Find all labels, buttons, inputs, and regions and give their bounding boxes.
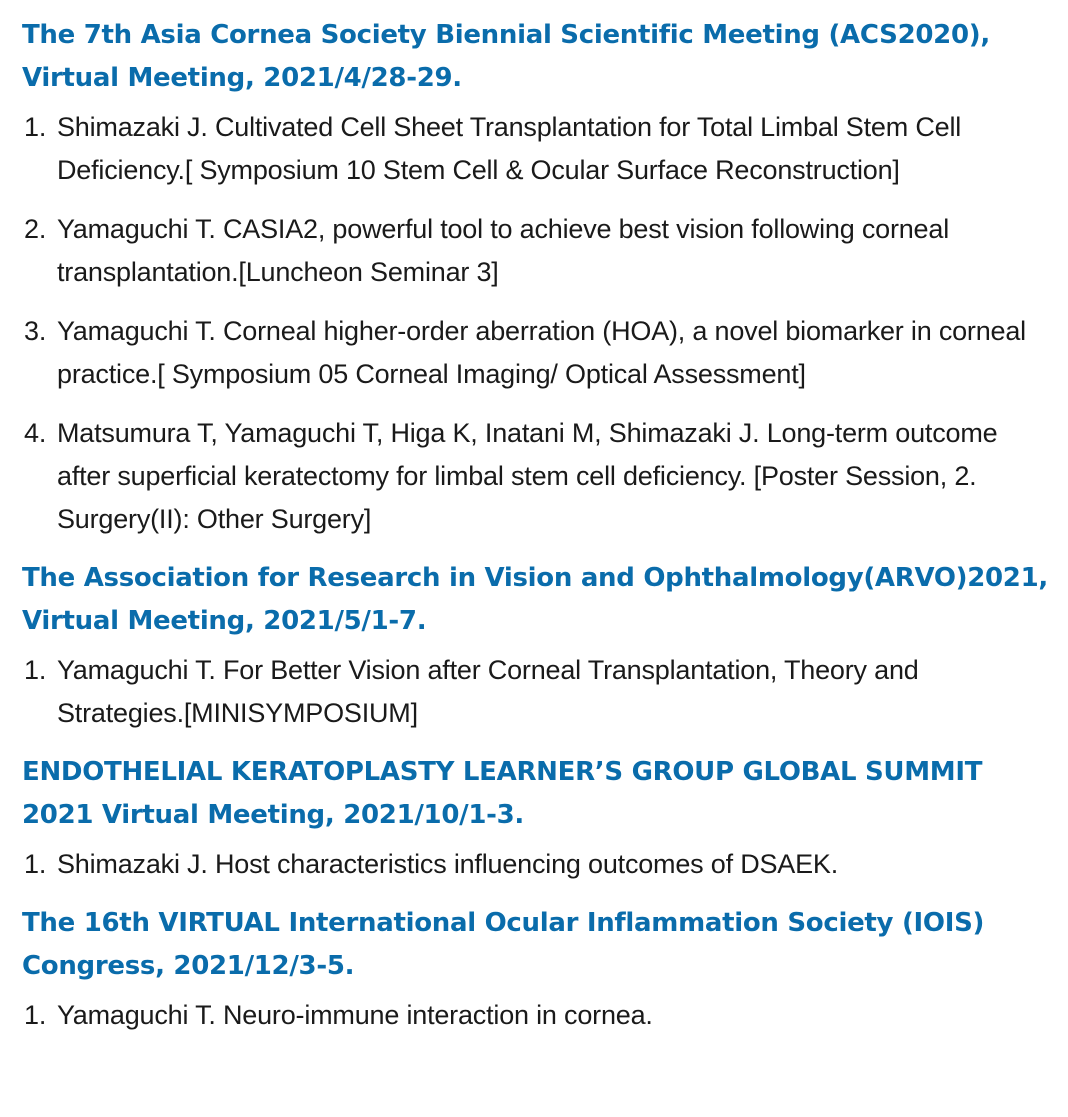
list-item — [22, 843, 1052, 886]
item-text: Matsumura T, Yamaguchi T, Higa K, Inatani M, Shimazaki J. Long-term outcome after superficial keratectomy for limbal stem cell deficiency. [Poster Session, 2. Surgery(II): Other Surgery] — [57, 418, 998, 534]
item-number: 1. — [24, 849, 47, 879]
section-title: The 7th Asia Cornea Society Biennial Scientific Meeting (ACS2020), Virtual Meeting, 2021/4/28-29. — [22, 20, 990, 93]
item-list — [22, 994, 1052, 1037]
list-item — [22, 106, 1052, 192]
item-number: 3. — [24, 316, 47, 346]
item-list — [22, 649, 1052, 735]
item-number: 4. — [24, 418, 47, 448]
item-text: Yamaguchi T. For Better Vision after Corneal Transplantation, Theory and Strategies.[MINISYMPOSIUM] — [57, 655, 919, 728]
item-text: Shimazaki J. Host characteristics influencing outcomes of DSAEK. — [57, 849, 839, 879]
section-acs2020 — [22, 14, 1052, 541]
item-number: 1. — [24, 112, 47, 142]
item-number: 1. — [24, 655, 47, 685]
list-item — [22, 649, 1052, 735]
item-text: Yamaguchi T. CASIA2, powerful tool to achieve best vision following corneal transplantation.[Luncheon Seminar 3] — [57, 214, 949, 287]
section-title: The Association for Research in Vision and Ophthalmology(ARVO)2021, Virtual Meeting, 2021/5/1-7. — [22, 563, 1048, 636]
section-iois — [22, 902, 1052, 1037]
section-ek-summit — [22, 751, 1052, 886]
list-item — [22, 994, 1052, 1037]
section-arvo2021 — [22, 557, 1052, 735]
list-item — [22, 208, 1052, 294]
item-number: 2. — [24, 214, 47, 244]
section-title: The 16th VIRTUAL International Ocular Inflammation Society (IOIS) Congress, 2021/12/3-5. — [22, 908, 985, 981]
item-list — [22, 843, 1052, 886]
item-text: Yamaguchi T. Neuro-immune interaction in cornea. — [57, 1000, 653, 1030]
document-page — [22, 14, 1052, 1053]
section-title: ENDOTHELIAL KERATOPLASTY LEARNER’S GROUP GLOBAL SUMMIT 2021 Virtual Meeting, 2021/10/1-3. — [22, 757, 983, 830]
item-text: Shimazaki J. Cultivated Cell Sheet Transplantation for Total Limbal Stem Cell Deficiency.[ Symposium 10 Stem Cell & Ocular Surface Reconstruction] — [57, 112, 962, 185]
list-item — [22, 412, 1052, 541]
list-item — [22, 310, 1052, 396]
item-text: Yamaguchi T. Corneal higher-order aberration (HOA), a novel biomarker in corneal practice.[ Symposium 05 Corneal Imaging/ Optical Assessment] — [57, 316, 1026, 389]
item-number: 1. — [24, 1000, 47, 1030]
item-list — [22, 106, 1052, 541]
